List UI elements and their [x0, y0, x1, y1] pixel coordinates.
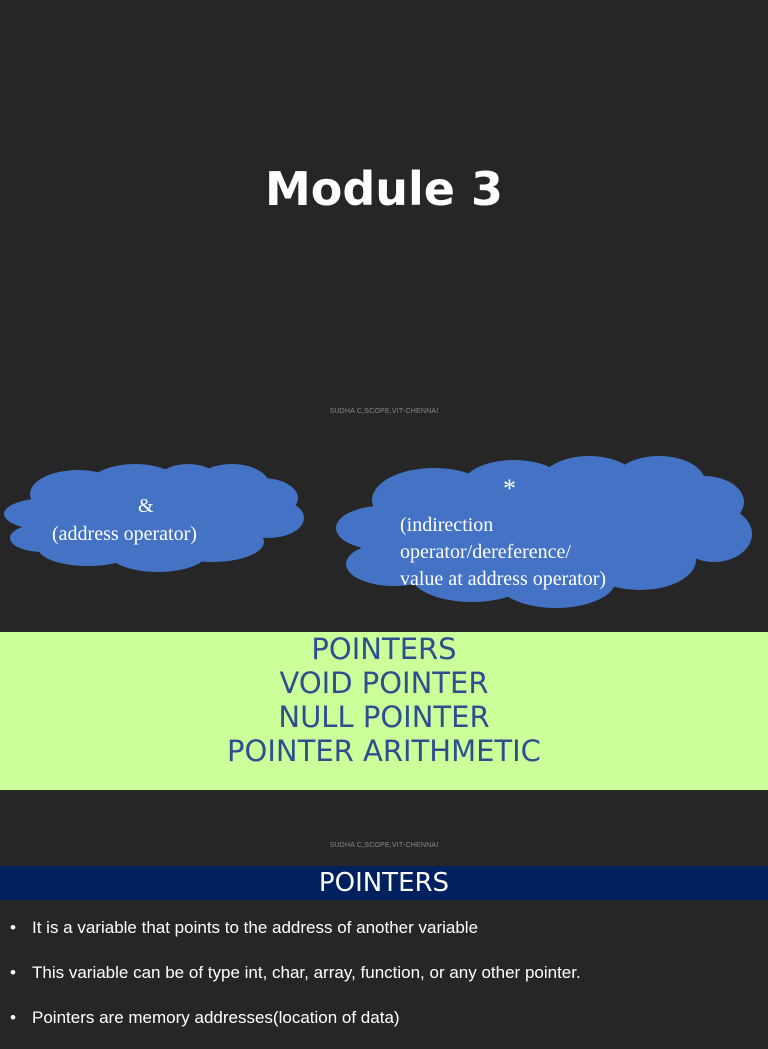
bullet-dot-icon: •	[10, 918, 16, 937]
bullet-text: It is a variable that points to the address of another variable	[32, 918, 479, 937]
bullet-text: This variable can be of type int, char, array, function, or any other pointer.	[32, 963, 581, 982]
bullet-text: Pointers are memory addresses(location of data)	[32, 1008, 400, 1027]
address-operator-label: (address operator)	[52, 523, 197, 545]
indirection-label-line-3: value at address operator)	[400, 568, 607, 590]
topic-item: POINTERS	[311, 632, 457, 666]
indirection-label-line-1: (indirection	[400, 514, 494, 536]
section-header: POINTERS	[0, 866, 768, 900]
indirection-operator-cloud	[334, 452, 758, 614]
slide-footer: SUDHA C,SCOPE,VIT-CHENNAI	[329, 408, 439, 415]
topic-item: NULL POINTER	[278, 700, 490, 734]
topics-list	[0, 632, 768, 768]
ampersand-symbol: &	[138, 495, 154, 517]
slide-footer: SUDHA C,SCOPE,VIT-CHENNAI	[329, 842, 439, 849]
topic-item: POINTER ARITHMETIC	[227, 734, 541, 768]
page-title: Module 3	[264, 162, 504, 216]
address-operator-cloud	[0, 458, 310, 576]
bullet-item	[0, 1004, 768, 1049]
cloud-shape-left	[0, 458, 310, 576]
bullet-item	[0, 959, 768, 1004]
bullet-dot-icon: •	[10, 1008, 16, 1027]
indirection-label-line-2: operator/dereference/	[400, 541, 571, 563]
bullet-dot-icon: •	[10, 963, 16, 982]
topic-item: VOID POINTER	[279, 666, 489, 700]
bullet-list	[0, 914, 768, 1049]
bullet-item	[0, 914, 768, 959]
asterisk-symbol: *	[503, 474, 516, 503]
topics-band	[0, 632, 768, 790]
